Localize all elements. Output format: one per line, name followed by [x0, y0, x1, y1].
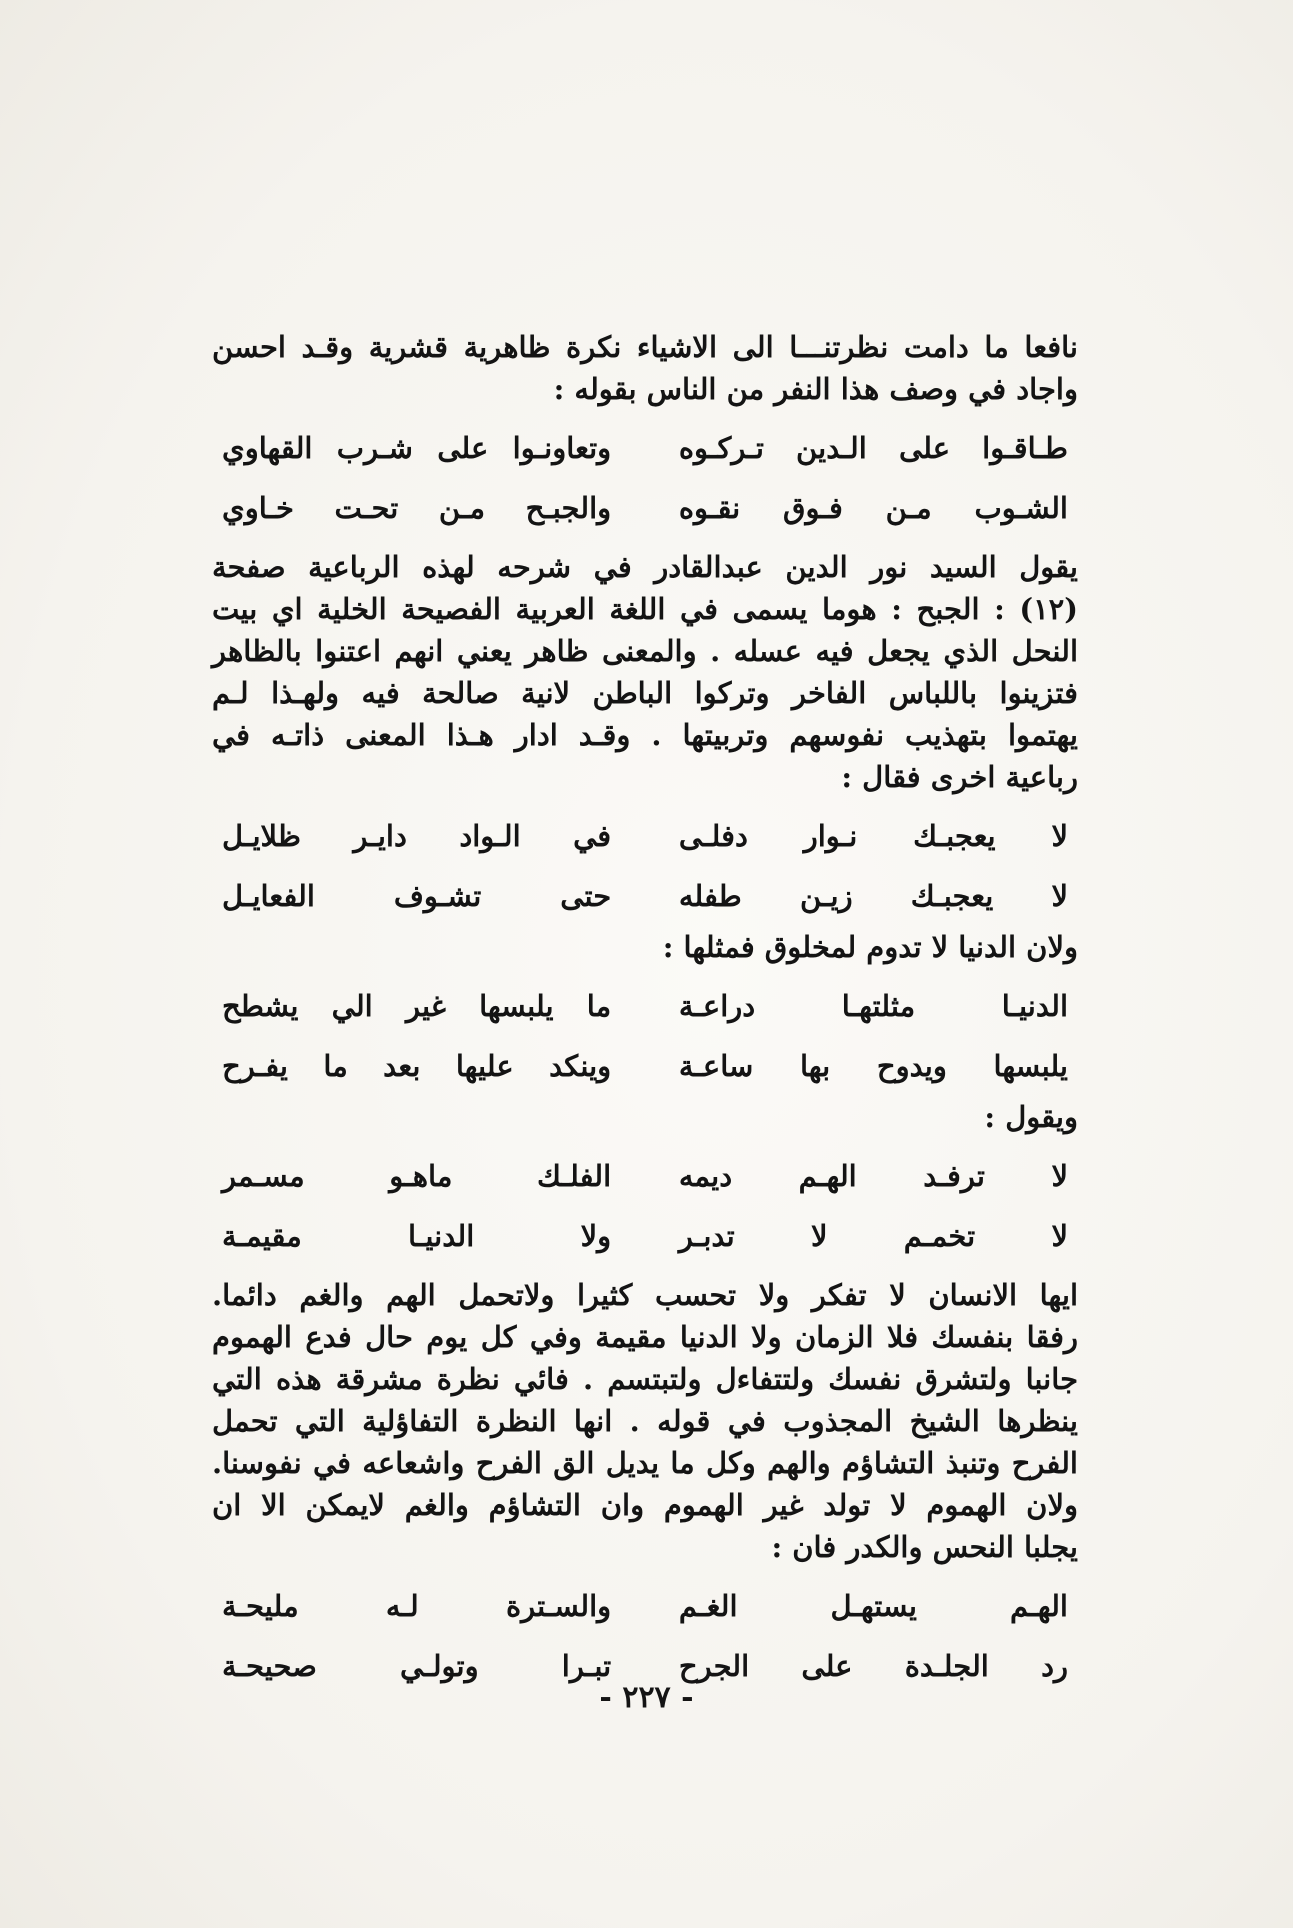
text-line: ويقول : — [984, 1100, 1078, 1134]
verse-hemistich-left: تبـرا وتولـي صحيحـة — [222, 1649, 612, 1683]
verse-hemistich-left: حتى تشـوف الفعايـل — [222, 879, 612, 913]
paragraph-transition — [212, 1096, 1078, 1138]
verse-hemistich-left: وينكد عليها بعد ما يفـرح — [222, 1049, 612, 1083]
verse-hemistich-right: طـاقـوا على الـدين تـركـوه — [678, 431, 1068, 465]
verse-hemistich-left: والسـترة لـه مليحـة — [222, 1589, 612, 1623]
verse-hemistich-right: رد الجلـدة على الجرح — [678, 1649, 1068, 1683]
verse-line — [212, 418, 1078, 478]
text-line: ولان الهموم لا تولد غير الهموم وان التشاؤم والغم لايمكن الا ان — [212, 1488, 1078, 1522]
paragraph-intro — [212, 326, 1078, 410]
text-line: ولان الدنيا لا تدوم لمخلوق فمثلها : — [662, 930, 1078, 964]
page-number: - ٢٢٧ - — [599, 1680, 694, 1715]
text-line: الفرح وتنبذ التشاؤم والهم وكل ما يديل الق الفرح واشعاعه في نفوسنا. — [212, 1446, 1078, 1480]
verse-hemistich-left: ما يلبسها غير الي يشطح — [222, 989, 612, 1023]
verse-line — [212, 976, 1078, 1036]
verse-line — [212, 866, 1078, 926]
verse-line — [212, 1206, 1078, 1266]
verse-hemistich-right: يلبسها ويدوح بها ساعـة — [678, 1049, 1068, 1083]
verse-line — [212, 1146, 1078, 1206]
paragraph-commentary — [212, 546, 1078, 798]
verse-hemistich-left: والجبـح مـن تحـت خـاوي — [222, 491, 612, 525]
verse-hemistich-left: وتعاونـوا على شـرب القهاوي — [222, 431, 612, 465]
paragraph-transition — [212, 926, 1078, 968]
text-line: يقول السيد نور الدين عبدالقادر في شرحه لهذه الرباعية صفحة — [212, 550, 1078, 584]
text-line: يهتموا بتهذيب نفوسهم وتربيتها . وقـد ادار هـذا المعنى ذاتـه في — [212, 718, 1078, 752]
verse-line — [212, 806, 1078, 866]
verse-hemistich-left: الفلـك ماهـو مسـمر — [222, 1159, 612, 1193]
verse-hemistich-right: الهـم يستهـل الغـم — [678, 1589, 1068, 1623]
page-content — [212, 326, 1078, 1696]
text-line: يجلبا النحس والكدر فان : — [771, 1530, 1078, 1564]
verse-line — [212, 1576, 1078, 1636]
text-line: رباعية اخرى فقال : — [841, 760, 1078, 794]
text-line: جانبا ولتشرق نفسك ولتتفاءل ولتبتسم . فائي نظرة مشرقة هذه التي — [212, 1362, 1078, 1396]
text-line: النحل الذي يجعل فيه عسله . والمعنى ظاهر يعني انهم اعتنوا بالظاهر — [212, 634, 1078, 668]
verse-hemistich-right: لا يعجبـك نـوار دفلـى — [678, 819, 1068, 853]
verse-hemistich-right: لا تخمـم لا تدبـر — [678, 1219, 1068, 1253]
verse-line — [212, 478, 1078, 538]
text-line: واجاد في وصف هذا النفر من الناس بقوله : — [553, 372, 1078, 406]
text-line: ينظرها الشيخ المجذوب في قوله . انها النظرة التفاؤلية التي تحمل — [212, 1404, 1078, 1438]
verse-line — [212, 1036, 1078, 1096]
verse-hemistich-right: لا ترفـد الهـم ديمه — [678, 1159, 1068, 1193]
verse-hemistich-right: لا يعجبـك زيـن طفله — [678, 879, 1068, 913]
text-line: (١٢) : الجبح : هوما يسمى في اللغة العربية الفصيحة الخلية اي بيت — [212, 592, 1078, 626]
verse-hemistich-left: ولا الدنيـا مقيمـة — [222, 1219, 612, 1253]
text-line: ايها الانسان لا تفكر ولا تحسب كثيرا ولاتحمل الهم والغم دائما. — [212, 1278, 1078, 1312]
paragraph-reflection — [212, 1274, 1078, 1568]
verse-hemistich-right: الدنيـا مثلتهـا دراعـة — [678, 989, 1068, 1023]
text-line: نافعا ما دامت نظرتنـــا الى الاشياء نكرة ظاهرية قشرية وقـد احسن — [212, 330, 1078, 364]
text-line: فتزينوا باللباس الفاخر وتركوا الباطن لانية صالحة فيه ولهـذا لـم — [212, 676, 1078, 710]
verse-hemistich-left: في الـواد دايـر ظلايـل — [222, 819, 612, 853]
text-line: رفقا بنفسك فلا الزمان ولا الدنيا مقيمة وفي كل يوم حال فدع الهموم — [212, 1320, 1078, 1354]
verse-hemistich-right: الشـوب مـن فـوق نقـوه — [678, 491, 1068, 525]
